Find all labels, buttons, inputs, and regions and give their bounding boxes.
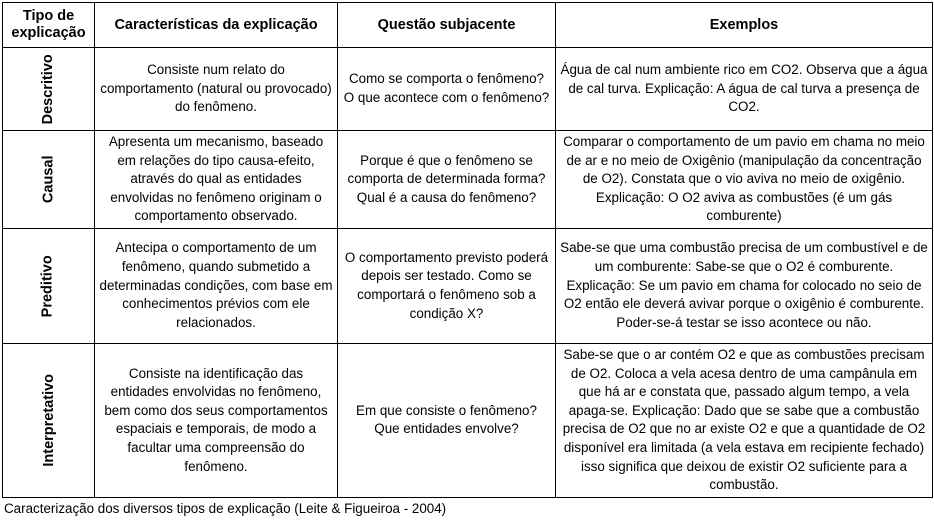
example-cell: Sabe-se que uma combustão precisa de um combustível e de um comburente: Sabe-se que o O2 é comburente. Explicação: Se um pavio em chama for colocado no seio de O2 então ele deverá avivar porque o oxigênio é comburente. Poder-se-á testar se isso acontece ou não. xyxy=(556,228,933,343)
example-cell: Sabe-se que o ar contém O2 e que as combustões precisam de O2. Coloca a vela acesa dentro de uma campânula em que há ar e constata que, passado algum tempo, a vela apaga-se. Explicação: Dado que se sabe que a combustão precisa de O2 que no ar existe O2 e que a quantidade de O2 disponível era limitada (a vela estava em recipiente fechado) isso significa que deixou de existir O2 suficiente para a combustão. xyxy=(556,343,933,497)
type-cell xyxy=(3,343,95,497)
table-row xyxy=(3,48,933,131)
example-cell: Comparar o comportamento de um pavio em chama no meio de ar e no meio de Oxigênio (manipulação da concentração de O2). Constata que o vio aviva no meio de oxigênio. Explicação: O O2 aviva as combustões (é um gás comburente) xyxy=(556,131,933,229)
question-cell: O comportamento previsto poderá depois ser testado. Como se comportará o fenômeno sob a condição X? xyxy=(338,228,556,343)
header-question: Questão subjacente xyxy=(338,3,556,48)
question-cell: Em que consiste o fenômeno? Que entidades envolve? xyxy=(338,343,556,497)
type-cell xyxy=(3,131,95,229)
characteristics-cell: Consiste na identificação das entidades envolvidas no fenômeno, bem como dos seus comportamentos espaciais e temporais, de modo a facultar uma compreensão do fenômeno. xyxy=(95,343,338,497)
type-label: Descritivo xyxy=(40,53,57,125)
header-characteristics: Características da explicação xyxy=(95,3,338,48)
characteristics-cell: Consiste num relato do comportamento (natural ou provocado) do fenômeno. xyxy=(95,48,338,131)
question-cell: Como se comporta o fenômeno? O que acontece com o fenômeno? xyxy=(338,48,556,131)
explanation-types-table xyxy=(2,2,933,498)
type-cell xyxy=(3,228,95,343)
characteristics-cell: Apresenta um mecanismo, baseado em relações do tipo causa-efeito, através do qual as entidades envolvidas no fenômeno originam o comportamento observado. xyxy=(95,131,338,229)
characteristics-cell: Antecipa o comportamento de um fenômeno, quando submetido a determinadas condições, com base em conhecimentos prévios com ele relacionados. xyxy=(95,228,338,343)
type-label: Causal xyxy=(40,155,57,204)
question-cell: Porque é que o fenômeno se comporta de determinada forma? Qual é a causa do fenômeno? xyxy=(338,131,556,229)
header-row xyxy=(3,3,933,48)
header-examples: Exemplos xyxy=(556,3,933,48)
type-cell xyxy=(3,48,95,131)
table-row xyxy=(3,343,933,497)
header-type: Tipo de explicação xyxy=(3,3,95,48)
type-label: Preditivo xyxy=(40,254,57,317)
table-row xyxy=(3,131,933,229)
table-row xyxy=(3,228,933,343)
table-caption: Caracterização dos diversos tipos de explicação (Leite & Figueiroa - 2004) xyxy=(4,501,447,516)
example-cell: Água de cal num ambiente rico em CO2. Observa que a água de cal turva. Explicação: A água de cal turva a presença de CO2. xyxy=(556,48,933,131)
type-label: Interpretativo xyxy=(41,374,58,467)
